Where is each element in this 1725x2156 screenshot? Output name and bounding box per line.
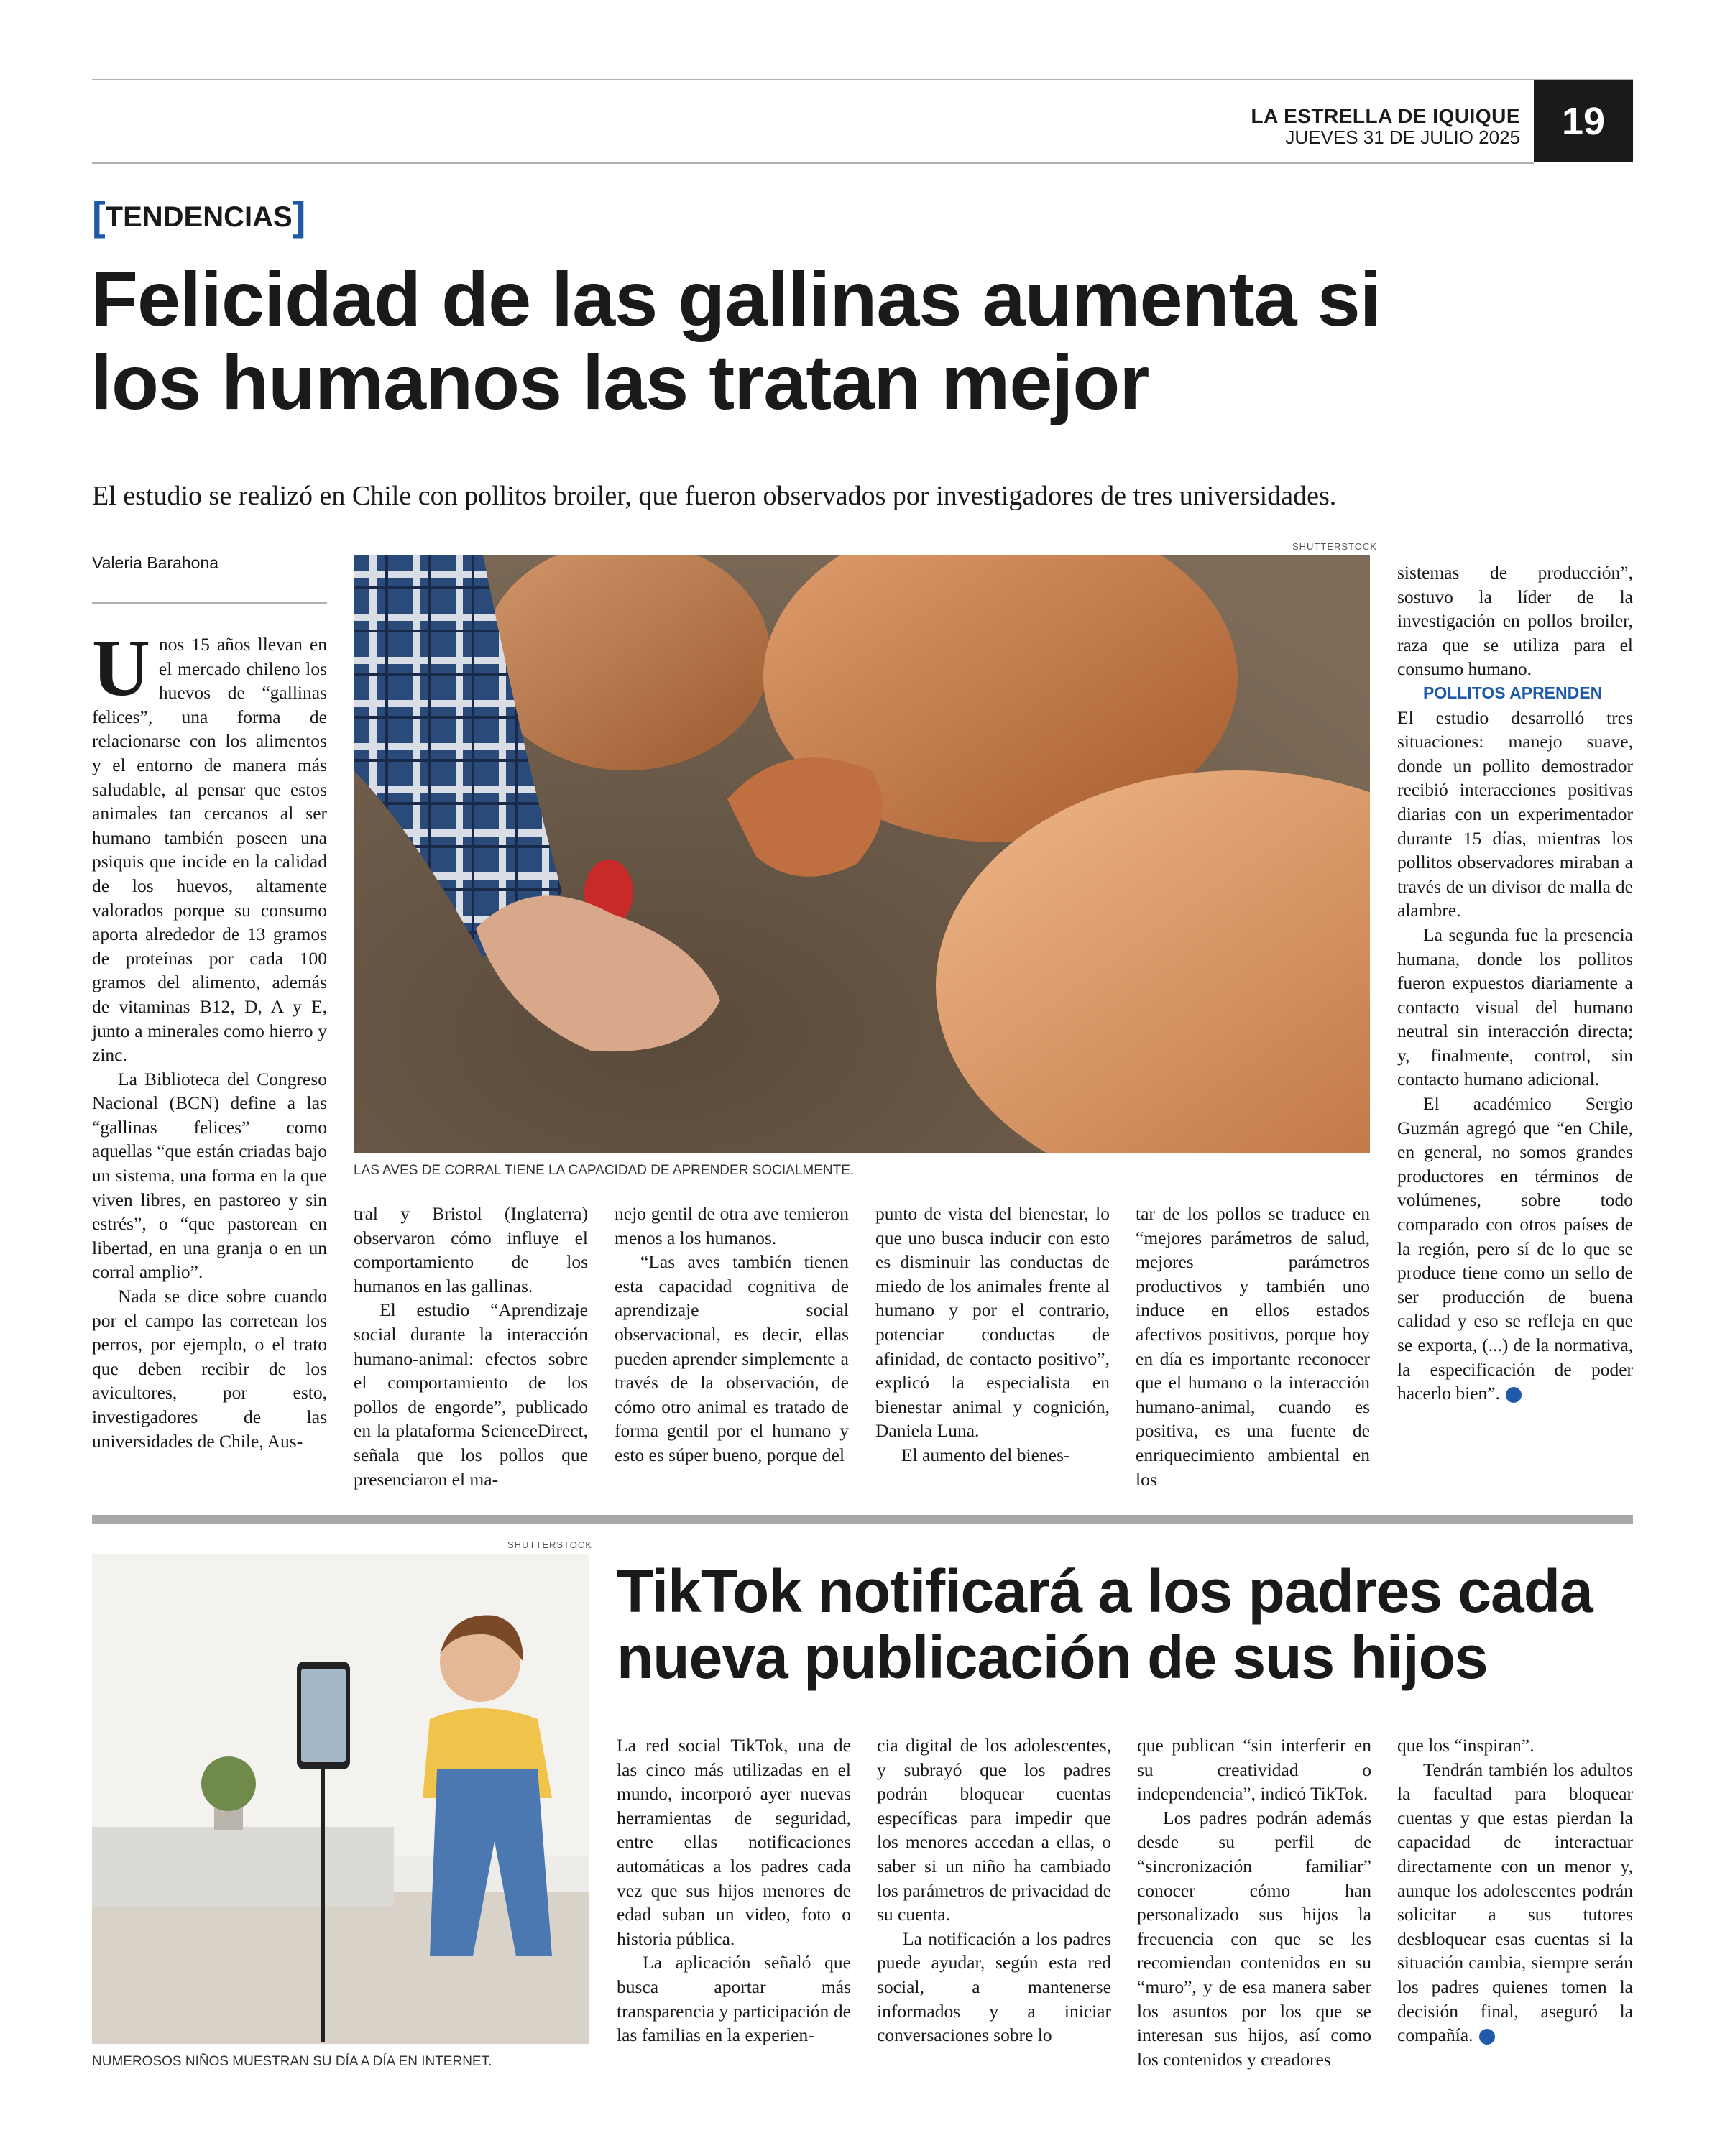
phone-screen xyxy=(301,1669,346,1762)
photo1-credit: SHUTTERSTOCK xyxy=(1292,541,1377,552)
article1-column-3 xyxy=(615,1202,849,1468)
article2-col4-p2-text: Tendrán también los adultos la facultad para bloquear cuentas y que estas pierdan la capacidad de interactuar directamente con un menor y, aunque los adolescentes podrán solicitar a sus tutores desbloquear esas cuentas si la situación cambia, siempre serán los padres quienes tomen la decisión final, aseguró la compañía. xyxy=(1397,1759,1633,2046)
article2-column-2 xyxy=(877,1733,1111,2047)
section-bracket-right: ] xyxy=(292,193,306,239)
article2-col2-p1: cia digital de los adolescentes, y subrayó que los padres podrán bloquear cuentas específicas para impedir que los menores accedan a ellas, o saber si un niño ha cambiado los parámetros de privacidad de su cuenta. xyxy=(877,1735,1111,1925)
article1-col1-p3: Nada se dice sobre cuando por el campo las corretean los perros, por ejemplo, o el trato que deben recibir de los avicultores, por esto, investigadores de las universidades de Chile, Aus- xyxy=(92,1286,327,1452)
article1-col6-p4 xyxy=(1397,1092,1633,1406)
article1-column-2 xyxy=(354,1202,588,1491)
article2-col4-p1: que los “inspiran”. xyxy=(1397,1735,1535,1756)
article2-col1-p1: La red social TikTok, una de las cinco más utilizadas en el mundo, incorporó ayer nuevas herramientas de seguridad, entre ellas notificaciones automáticas a los padres cada vez que sus hijos menores de edad suban un video, foto o historia pública. xyxy=(617,1735,851,1949)
article-deck: El estudio se realizó en Chile con pollitos broiler, que fueron observados por investigadores de tres universidades. xyxy=(92,481,1337,511)
photo2-caption: NUMEROSOS NIÑOS MUESTRAN SU DÍA A DÍA EN INTERNET. xyxy=(92,2054,492,2069)
article2-col3-p1: que publican “sin interferir en su creatividad o independencia”, indicó TikTok. xyxy=(1137,1735,1371,1805)
article-divider xyxy=(92,1515,1633,1524)
article2-column-1 xyxy=(617,1733,851,2047)
article1-col3-p1: nejo gentil de otra ave temieron menos a los humanos. xyxy=(615,1203,849,1248)
article1-column-4 xyxy=(875,1202,1110,1468)
paper-name: LA ESTRELLA DE IQUIQUE xyxy=(1251,105,1520,127)
byline: Valeria Barahona xyxy=(92,553,219,572)
article1-col6-p1: sistemas de producción”, sostuvo la líder de la investigación en pollos broiler, raza que se utiliza para el consumo humano. xyxy=(1397,562,1633,680)
article2-col1-p2: La aplicación señaló que busca aportar más transparencia y participación de las familias en la experien- xyxy=(617,1952,851,2046)
page-number-box xyxy=(1534,80,1633,162)
subhead-pollitos-aprenden: POLLITOS APRENDEN xyxy=(1423,683,1603,702)
tiktok-photo xyxy=(92,1554,589,2044)
section-bracket-left: [ xyxy=(92,193,106,239)
section-label-text: TENDENCIAS xyxy=(105,201,293,233)
article1-col1-p2: La Biblioteca del Congreso Nacional (BCN) define a las “gallinas felices” como aquellas “que están criadas bajo un sistema, una forma en la que viven libres, en pastoreo y sin estrés”, o “que pastorean en libertad, en una granja o en un corral amplio”. xyxy=(92,1068,327,1283)
headline-line-2: los humanos las tratan mejor xyxy=(91,338,1149,425)
article2-headline xyxy=(617,1558,1593,1690)
photo1-caption: LAS AVES DE CORRAL TIENE LA CAPACIDAD DE APRENDER SOCIALMENTE. xyxy=(354,1163,855,1178)
article1-col6-p3: La segunda fue la presencia humana, donde los pollitos fueron expuestos diariamente a contacto visual del humano neutral sin interacción directa; y, finalmente, control, sin contacto humano adicional. xyxy=(1397,923,1633,1090)
article1-col2-p1: tral y Bristol (Inglaterra) observaron cómo influye el comportamiento de los humanos en las gallinas. xyxy=(354,1203,588,1296)
article1-column-1 xyxy=(92,624,327,1453)
headline-line-1: Felicidad de las gallinas aumenta si xyxy=(91,255,1381,342)
article1-col5-p1: tar de los pollos se traduce en “mejores parámetros de salud, mejores parámetros productivos y también uno induce en ellos estados afectivos positivos, porque hoy en día es importante reconocer que el humano o la interacción humano-animal, cuando es positiva, es una fuente de enriquecimiento ambiental en los xyxy=(1136,1203,1370,1490)
hen-photo xyxy=(354,555,1370,1153)
article1-column-6 xyxy=(1397,561,1633,1406)
article1-col1-p1: nos 15 años llevan en el mercado chileno los huevos de “gallinas felices”, una forma de relacionarse con los alimentos y el entorno de manera más saludable, al pensar que estos animales tan cercanos al ser humano también poseen una psiquis que incide en la calidad de los huevos, altamente valorados porque su consumo aporta alrededor de 13 gramos de proteínas por cada 100 gramos del alimento, además de vitaminas B12, D, A y E, junto a minerales como hierro y zinc. xyxy=(92,634,327,1066)
article1-col4-p1: punto de vista del bienestar, lo que uno busca inducir con esto es disminuir las conductas de miedo de los animales frente al humano y por el contrario, potenciar conductas de afinidad, de contacto positivo”, explicó la especialista en bienestar animal y cognición, Daniela Luna. xyxy=(875,1203,1110,1442)
page-number: 19 xyxy=(1561,100,1606,143)
masthead-bottom-rule xyxy=(92,162,1534,164)
photo2-credit: SHUTTERSTOCK xyxy=(507,1539,592,1550)
end-of-article-icon-2: ✪ xyxy=(1479,2029,1495,2045)
article2-col4-p2 xyxy=(1397,1758,1633,2047)
article1-col4-p2: El aumento del bienes- xyxy=(901,1444,1070,1465)
article2-col3-p2: Los padres podrán además desde su perfil de “sincronización familiar” conocer cómo han personalizado sus hijos la frecuencia con que se les recomiendan contenidos en su “muro”, y de esa manera saber los asuntos por los que se interesan sus hijos, así como los contenidos y creadores xyxy=(1137,1807,1371,2070)
article1-col2-p2: El estudio “Aprendizaje social durante la interacción humano-animal: efectos sobre el comportamiento de los pollos de engorde”, publicado en la plataforma ScienceDirect, señala que los pollos que presenciaron el ma- xyxy=(354,1299,588,1490)
article2-col2-p2: La notificación a los padres puede ayudar, según esta red social, a mantenerse informados y a iniciar conversaciones sobre lo xyxy=(877,1927,1111,2046)
section-label xyxy=(92,193,305,239)
article2-column-4 xyxy=(1397,1733,1633,2047)
tripod-stand xyxy=(321,1769,325,2042)
dropcap-letter: U xyxy=(92,624,150,713)
article2-headline-line-2: nueva publicación de sus hijos xyxy=(617,1623,1488,1691)
plant-leaves xyxy=(201,1756,256,1811)
article1-col6-p4-text: El académico Sergio Guzmán agregó que “en Chile, en general, no somos grandes productores en términos de volúmenes, sobre todo comparado con otros países de la región, pero sí de lo que se produce tiene como un sello de ser producción de buena calidad y eso se refleja en que se exporta, (...) de la normativa, la especificación de poder hacerlo bien”. xyxy=(1397,1093,1633,1404)
article-headline xyxy=(91,257,1381,424)
article1-col3-p2: “Las aves también tienen esta capacidad cognitiva de aprendizaje social observacional, es decir, ellas pueden aprender simplemente a través de la observación, de cómo otro animal es tratado de forma gentil por el humano y esto es súper bueno, porque del xyxy=(615,1251,849,1465)
issue-date: JUEVES 31 DE JULIO 2025 xyxy=(1285,126,1520,148)
article1-col6-p2: El estudio desarrolló tres situaciones: manejo suave, donde un pollito demostrador recibió interacciones positivas diarias con un experimentador durante 15 días, mientras los pollitos observadores miraban a través de un divisor de malla de alambre. xyxy=(1397,706,1633,921)
article2-column-3 xyxy=(1137,1733,1371,2071)
tiktok-photo-illustration xyxy=(92,1554,589,2044)
byline-rule xyxy=(92,602,327,604)
end-of-article-icon: ✪ xyxy=(1506,1387,1522,1403)
article1-column-5 xyxy=(1136,1202,1370,1491)
top-rule xyxy=(92,79,1633,80)
article2-headline-line-1: TikTok notificará a los padres cada xyxy=(617,1557,1593,1625)
sideboard xyxy=(92,1827,394,1906)
hen-photo-illustration xyxy=(354,555,1370,1153)
